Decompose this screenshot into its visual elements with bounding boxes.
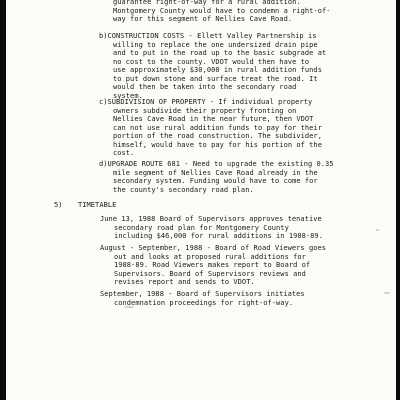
- scan-speck: [124, 306, 134, 308]
- section-number: 5): [54, 201, 63, 209]
- condition-line: himself, would have to pay for his portion of the: [113, 140, 322, 149]
- timetable-line: August - September, 1988 - Board of Road Viewers goes: [100, 244, 327, 252]
- timetable-entry: [100, 244, 326, 287]
- condition-line: use approximately $30,000 in rural addition funds: [113, 66, 322, 74]
- timetable-line: June 13, 1988 Board of Supervisors approves tenative: [100, 215, 322, 223]
- condition-subdivision-of-property: [99, 98, 322, 158]
- condition-line: and to put in the road up to the basic subgrade at: [113, 49, 327, 57]
- condition-line: the county's secondary road plan.: [113, 185, 254, 194]
- timetable-line: out and looks at proposed rural additions for: [114, 252, 306, 261]
- condition-line: willing to replace the one undersized drain pipe: [113, 40, 318, 49]
- intro-paragraph: [113, 0, 330, 24]
- condition-line: system.: [113, 91, 143, 100]
- condition-upgrade-route-681: [99, 160, 334, 194]
- timetable-line: condemnation proceedings for right-of-way.: [114, 298, 294, 307]
- timetable-line: September, 1988 - Board of Supervisors initiates: [100, 290, 305, 298]
- intro-line: Montgomery County would have to condemn a right-of-: [113, 6, 331, 15]
- timetable-line: secondary road plan for Montgomery County: [114, 223, 289, 232]
- document-page: [6, 0, 396, 400]
- condition-line: mile segment of Nellies Cave Road already in the: [113, 168, 318, 177]
- condition-line: c)SUBDIVISION OF PROPERTY - If individual property: [99, 98, 313, 106]
- scan-speck: [384, 292, 390, 294]
- condition-line: no cost to the county. VDOT would then have to: [113, 57, 310, 66]
- timetable-entry: [100, 215, 323, 241]
- condition-line: secondary system. Funding would have to come for: [113, 177, 318, 185]
- condition-line: b)CONSTRUCTION COSTS - Ellett Valley Partnership is: [99, 32, 317, 40]
- scan-speck: [376, 229, 379, 231]
- condition-line: cost.: [113, 149, 135, 157]
- condition-line: d)UPGRADE ROUTE 681 - Need to upgrade the existing 0.35: [99, 160, 334, 168]
- timetable-line: including $46,000 for rural additions in 1988-89.: [114, 232, 323, 240]
- timetable-line: revises report and sends to VDOT.: [114, 278, 255, 286]
- timetable-line: 1988-89. Road Viewers makes report to Board of: [114, 261, 311, 269]
- condition-construction-costs: [99, 32, 326, 100]
- timetable-entry: [100, 290, 305, 307]
- condition-line: owners subdivide their property fronting on: [113, 106, 297, 115]
- section-heading: TIMETABLE: [78, 201, 117, 209]
- condition-line: can not use rural addition funds to pay for their: [113, 123, 322, 132]
- intro-line: way for this segment of Nellies Cave Road.: [113, 15, 293, 23]
- intro-line: guarantee right-of-way for a rural addition.: [113, 0, 301, 6]
- condition-line: portion of the road construction. The subdivider,: [113, 132, 322, 140]
- condition-line: to put down stone and surface treat the road. It: [113, 74, 318, 83]
- condition-line: would then be taken into the secondary road: [113, 83, 297, 91]
- condition-line: Nellies Cave Road in the near future, then VDOT: [113, 115, 314, 123]
- timetable-line: Supervisors. Board of Supervisors reviews and: [114, 269, 306, 278]
